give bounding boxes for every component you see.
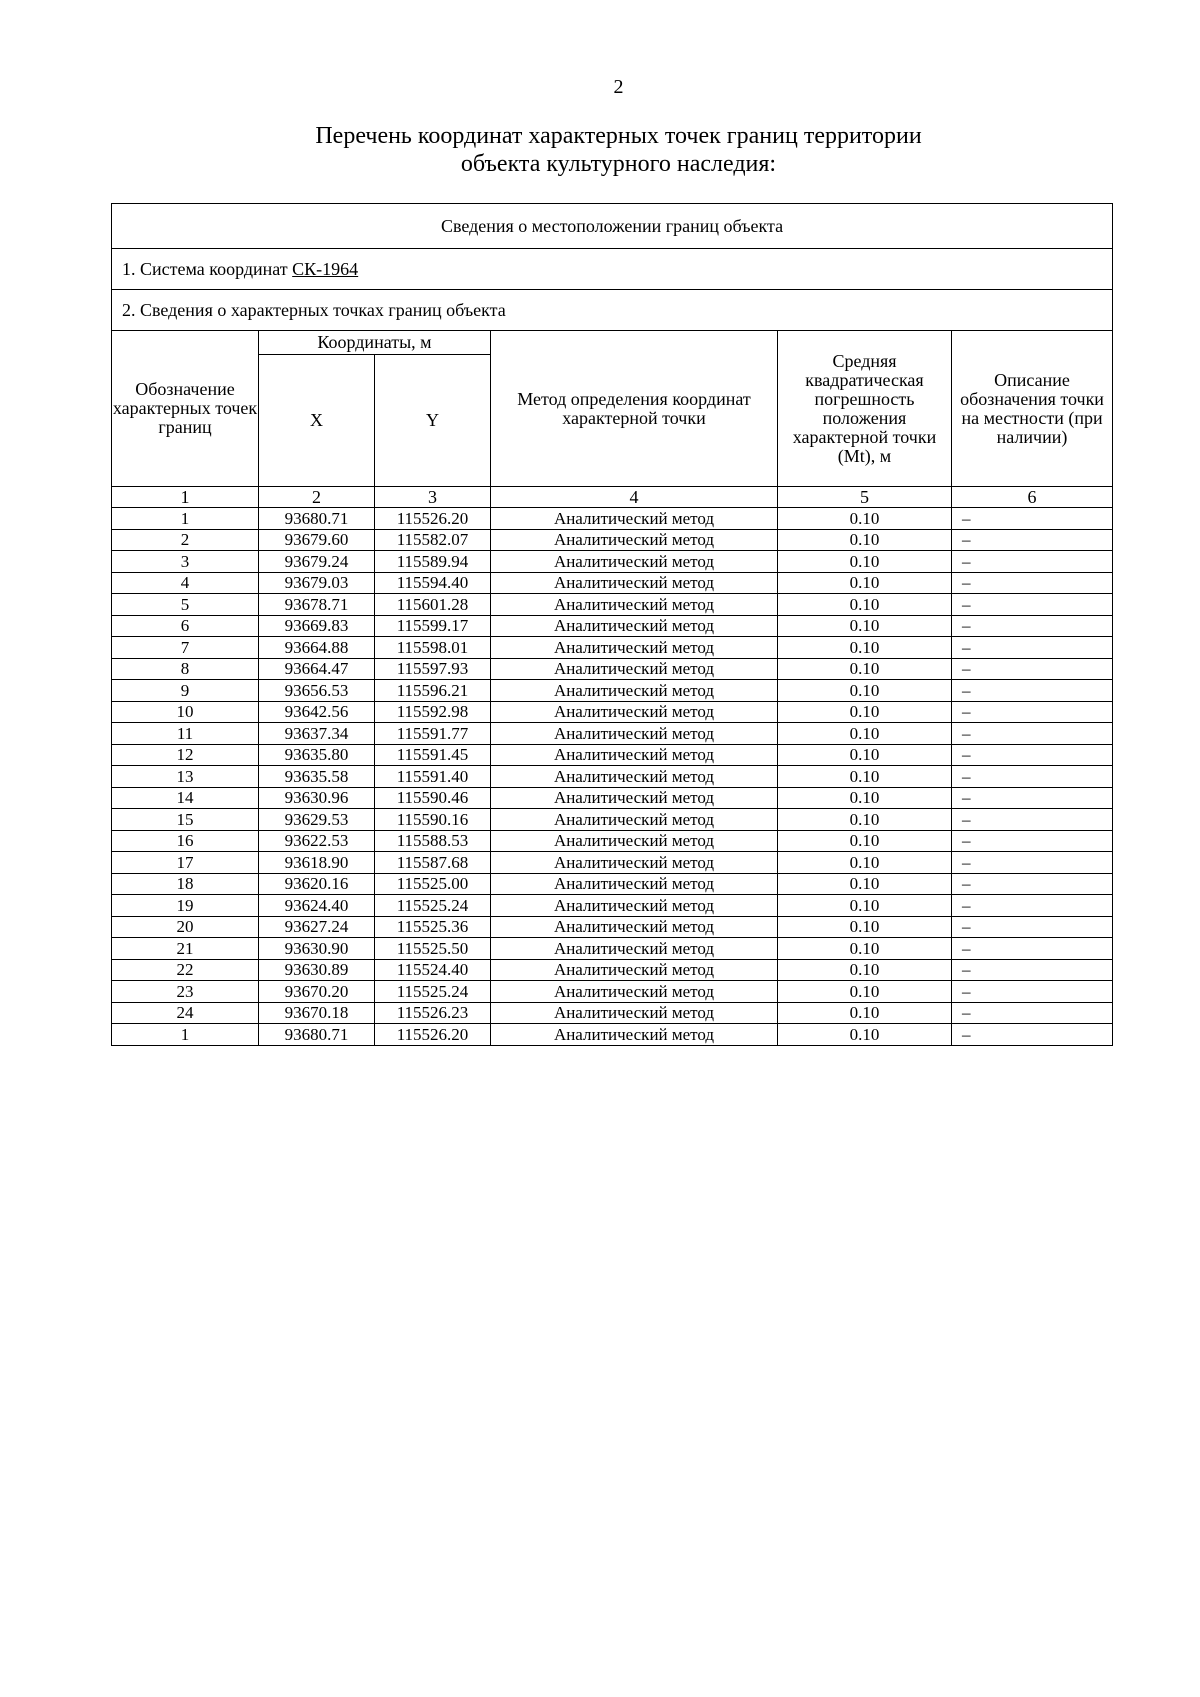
coord-y-cell: 115591.77 (375, 723, 491, 745)
coord-x-cell: 93678.71 (259, 594, 375, 616)
method-cell: Аналитический метод (491, 916, 778, 938)
description-cell: – (952, 1024, 1113, 1046)
table-row (112, 852, 1113, 874)
header-description: Описание обозначения точки на местности (при наличии) (952, 331, 1113, 487)
point-number-cell: 22 (112, 959, 259, 981)
method-cell: Аналитический метод (491, 615, 778, 637)
title-line-1: Перечень координат характерных точек границ территории (315, 123, 922, 149)
coord-y-cell: 115598.01 (375, 637, 491, 659)
coord-x-cell: 93620.16 (259, 873, 375, 895)
column-number: 6 (952, 487, 1113, 508)
coord-system-row (112, 249, 1113, 290)
error-cell: 0.10 (778, 594, 952, 616)
table-row (112, 1024, 1113, 1046)
description-cell: – (952, 1002, 1113, 1024)
coord-y-cell: 115589.94 (375, 551, 491, 573)
point-number-cell: 4 (112, 572, 259, 594)
point-number-cell: 18 (112, 873, 259, 895)
description-cell: – (952, 658, 1113, 680)
page-number: 2 (613, 76, 624, 98)
description-cell: – (952, 701, 1113, 723)
method-cell: Аналитический метод (491, 852, 778, 874)
header-x: X (259, 355, 375, 487)
point-number-cell: 6 (112, 615, 259, 637)
point-number-cell: 19 (112, 895, 259, 917)
method-cell: Аналитический метод (491, 809, 778, 831)
description-cell: – (952, 637, 1113, 659)
error-cell: 0.10 (778, 551, 952, 573)
description-cell: – (952, 551, 1113, 573)
coord-x-cell: 93670.18 (259, 1002, 375, 1024)
coord-y-cell: 115597.93 (375, 658, 491, 680)
method-cell: Аналитический метод (491, 701, 778, 723)
description-cell: – (952, 852, 1113, 874)
description-cell: – (952, 508, 1113, 530)
method-cell: Аналитический метод (491, 551, 778, 573)
table-row (112, 809, 1113, 831)
method-cell: Аналитический метод (491, 981, 778, 1003)
coord-y-cell: 115591.40 (375, 766, 491, 788)
description-cell: – (952, 809, 1113, 831)
method-cell: Аналитический метод (491, 1002, 778, 1024)
method-cell: Аналитический метод (491, 658, 778, 680)
point-number-cell: 7 (112, 637, 259, 659)
coord-y-cell: 115590.16 (375, 809, 491, 831)
method-cell: Аналитический метод (491, 1024, 778, 1046)
point-number-cell: 2 (112, 529, 259, 551)
description-cell: – (952, 916, 1113, 938)
error-cell: 0.10 (778, 787, 952, 809)
column-numbers-row (112, 487, 1113, 508)
description-cell: – (952, 723, 1113, 745)
method-cell: Аналитический метод (491, 938, 778, 960)
point-number-cell: 11 (112, 723, 259, 745)
coord-x-cell: 93642.56 (259, 701, 375, 723)
table-row (112, 830, 1113, 852)
coord-y-cell: 115594.40 (375, 572, 491, 594)
table-row (112, 895, 1113, 917)
point-number-cell: 10 (112, 701, 259, 723)
method-cell: Аналитический метод (491, 594, 778, 616)
coord-y-cell: 115601.28 (375, 594, 491, 616)
title-line-2: объекта культурного наследия: (460, 151, 777, 177)
coord-x-cell: 93624.40 (259, 895, 375, 917)
method-cell: Аналитический метод (491, 572, 778, 594)
description-cell: – (952, 938, 1113, 960)
column-number: 4 (491, 487, 778, 508)
coordinates-table (111, 203, 1113, 1046)
column-number: 5 (778, 487, 952, 508)
point-number-cell: 8 (112, 658, 259, 680)
coord-x-cell: 93679.03 (259, 572, 375, 594)
method-cell: Аналитический метод (491, 766, 778, 788)
description-cell: – (952, 766, 1113, 788)
header-method: Метод определения координат характерной точки (491, 331, 778, 487)
error-cell: 0.10 (778, 830, 952, 852)
coord-y-cell: 115591.45 (375, 744, 491, 766)
error-cell: 0.10 (778, 723, 952, 745)
point-number-cell: 12 (112, 744, 259, 766)
point-number-cell: 24 (112, 1002, 259, 1024)
error-cell: 0.10 (778, 680, 952, 702)
method-cell: Аналитический метод (491, 959, 778, 981)
error-cell: 0.10 (778, 809, 952, 831)
table-row (112, 701, 1113, 723)
table-row (112, 981, 1113, 1003)
coord-y-cell: 115526.20 (375, 508, 491, 530)
coord-x-cell: 93630.89 (259, 959, 375, 981)
coord-x-cell: 93635.58 (259, 766, 375, 788)
method-cell: Аналитический метод (491, 895, 778, 917)
coord-x-cell: 93680.71 (259, 1024, 375, 1046)
point-number-cell: 23 (112, 981, 259, 1003)
description-cell: – (952, 830, 1113, 852)
description-cell: – (952, 594, 1113, 616)
header-error: Средняя квадратическая погрешность положения характерной точки (Mt), м (778, 331, 952, 487)
point-number-cell: 1 (112, 508, 259, 530)
error-cell: 0.10 (778, 981, 952, 1003)
coord-x-cell: 93664.88 (259, 637, 375, 659)
error-cell: 0.10 (778, 744, 952, 766)
table-row (112, 916, 1113, 938)
document-title (0, 122, 1200, 178)
point-number-cell: 20 (112, 916, 259, 938)
header-y: Y (375, 355, 491, 487)
error-cell: 0.10 (778, 658, 952, 680)
table-row (112, 637, 1113, 659)
error-cell: 0.10 (778, 895, 952, 917)
coord-x-cell: 93680.71 (259, 508, 375, 530)
table-row (112, 723, 1113, 745)
description-cell: – (952, 787, 1113, 809)
table-row (112, 508, 1113, 530)
coord-x-cell: 93630.90 (259, 938, 375, 960)
point-number-cell: 16 (112, 830, 259, 852)
description-cell: – (952, 959, 1113, 981)
coord-x-cell: 93664.47 (259, 658, 375, 680)
method-cell: Аналитический метод (491, 830, 778, 852)
coord-system-label: 1. Система координат (122, 258, 293, 279)
column-number: 2 (259, 487, 375, 508)
table-row (112, 873, 1113, 895)
error-cell: 0.10 (778, 938, 952, 960)
coord-y-cell: 115526.20 (375, 1024, 491, 1046)
table-row (112, 787, 1113, 809)
section-title: Сведения о местоположении границ объекта (112, 204, 1113, 249)
coord-y-cell: 115592.98 (375, 701, 491, 723)
method-cell: Аналитический метод (491, 787, 778, 809)
coord-y-cell: 115525.36 (375, 916, 491, 938)
coord-y-cell: 115525.00 (375, 873, 491, 895)
method-cell: Аналитический метод (491, 723, 778, 745)
table-row (112, 572, 1113, 594)
coord-x-cell: 93670.20 (259, 981, 375, 1003)
table-row (112, 1002, 1113, 1024)
method-cell: Аналитический метод (491, 529, 778, 551)
table-row (112, 658, 1113, 680)
point-number-cell: 3 (112, 551, 259, 573)
coord-x-cell: 93635.80 (259, 744, 375, 766)
header-coordinates: Координаты, м (259, 331, 491, 355)
table-row (112, 551, 1113, 573)
coord-system-value: СК-1964 (292, 258, 359, 279)
error-cell: 0.10 (778, 615, 952, 637)
error-cell: 0.10 (778, 508, 952, 530)
point-number-cell: 5 (112, 594, 259, 616)
description-cell: – (952, 981, 1113, 1003)
method-cell: Аналитический метод (491, 637, 778, 659)
error-cell: 0.10 (778, 852, 952, 874)
coord-y-cell: 115590.46 (375, 787, 491, 809)
coord-y-cell: 115524.40 (375, 959, 491, 981)
table-row (112, 680, 1113, 702)
method-cell: Аналитический метод (491, 508, 778, 530)
description-cell: – (952, 744, 1113, 766)
method-cell: Аналитический метод (491, 680, 778, 702)
coord-y-cell: 115582.07 (375, 529, 491, 551)
table-row (112, 615, 1113, 637)
point-number-cell: 17 (112, 852, 259, 874)
table-row (112, 938, 1113, 960)
error-cell: 0.10 (778, 766, 952, 788)
table-row (112, 959, 1113, 981)
coord-y-cell: 115588.53 (375, 830, 491, 852)
coord-x-cell: 93656.53 (259, 680, 375, 702)
coord-y-cell: 115599.17 (375, 615, 491, 637)
error-cell: 0.10 (778, 572, 952, 594)
coord-y-cell: 115587.68 (375, 852, 491, 874)
point-number-cell: 1 (112, 1024, 259, 1046)
column-number: 1 (112, 487, 259, 508)
description-cell: – (952, 615, 1113, 637)
error-cell: 0.10 (778, 701, 952, 723)
point-number-cell: 21 (112, 938, 259, 960)
description-cell: – (952, 680, 1113, 702)
description-cell: – (952, 873, 1113, 895)
table-row (112, 766, 1113, 788)
error-cell: 0.10 (778, 1002, 952, 1024)
column-number: 3 (375, 487, 491, 508)
error-cell: 0.10 (778, 637, 952, 659)
coord-y-cell: 115525.24 (375, 895, 491, 917)
coord-x-cell: 93679.60 (259, 529, 375, 551)
description-cell: – (952, 895, 1113, 917)
method-cell: Аналитический метод (491, 873, 778, 895)
description-cell: – (952, 572, 1113, 594)
coord-x-cell: 93622.53 (259, 830, 375, 852)
coord-x-cell: 93618.90 (259, 852, 375, 874)
points-section-title: 2. Сведения о характерных точках границ объекта (112, 290, 1113, 331)
error-cell: 0.10 (778, 1024, 952, 1046)
coord-x-cell: 93637.34 (259, 723, 375, 745)
error-cell: 0.10 (778, 916, 952, 938)
point-number-cell: 14 (112, 787, 259, 809)
description-cell: – (952, 529, 1113, 551)
point-number-cell: 9 (112, 680, 259, 702)
coord-x-cell: 93669.83 (259, 615, 375, 637)
table-row (112, 744, 1113, 766)
header-designation: Обозначение характерных точек границ (112, 331, 259, 487)
error-cell: 0.10 (778, 873, 952, 895)
coord-y-cell: 115526.23 (375, 1002, 491, 1024)
coord-x-cell: 93679.24 (259, 551, 375, 573)
coord-y-cell: 115596.21 (375, 680, 491, 702)
coord-x-cell: 93629.53 (259, 809, 375, 831)
error-cell: 0.10 (778, 959, 952, 981)
coord-y-cell: 115525.24 (375, 981, 491, 1003)
point-number-cell: 15 (112, 809, 259, 831)
coord-x-cell: 93630.96 (259, 787, 375, 809)
table-row (112, 594, 1113, 616)
point-number-cell: 13 (112, 766, 259, 788)
error-cell: 0.10 (778, 529, 952, 551)
method-cell: Аналитический метод (491, 744, 778, 766)
coord-y-cell: 115525.50 (375, 938, 491, 960)
coord-x-cell: 93627.24 (259, 916, 375, 938)
table-row (112, 529, 1113, 551)
